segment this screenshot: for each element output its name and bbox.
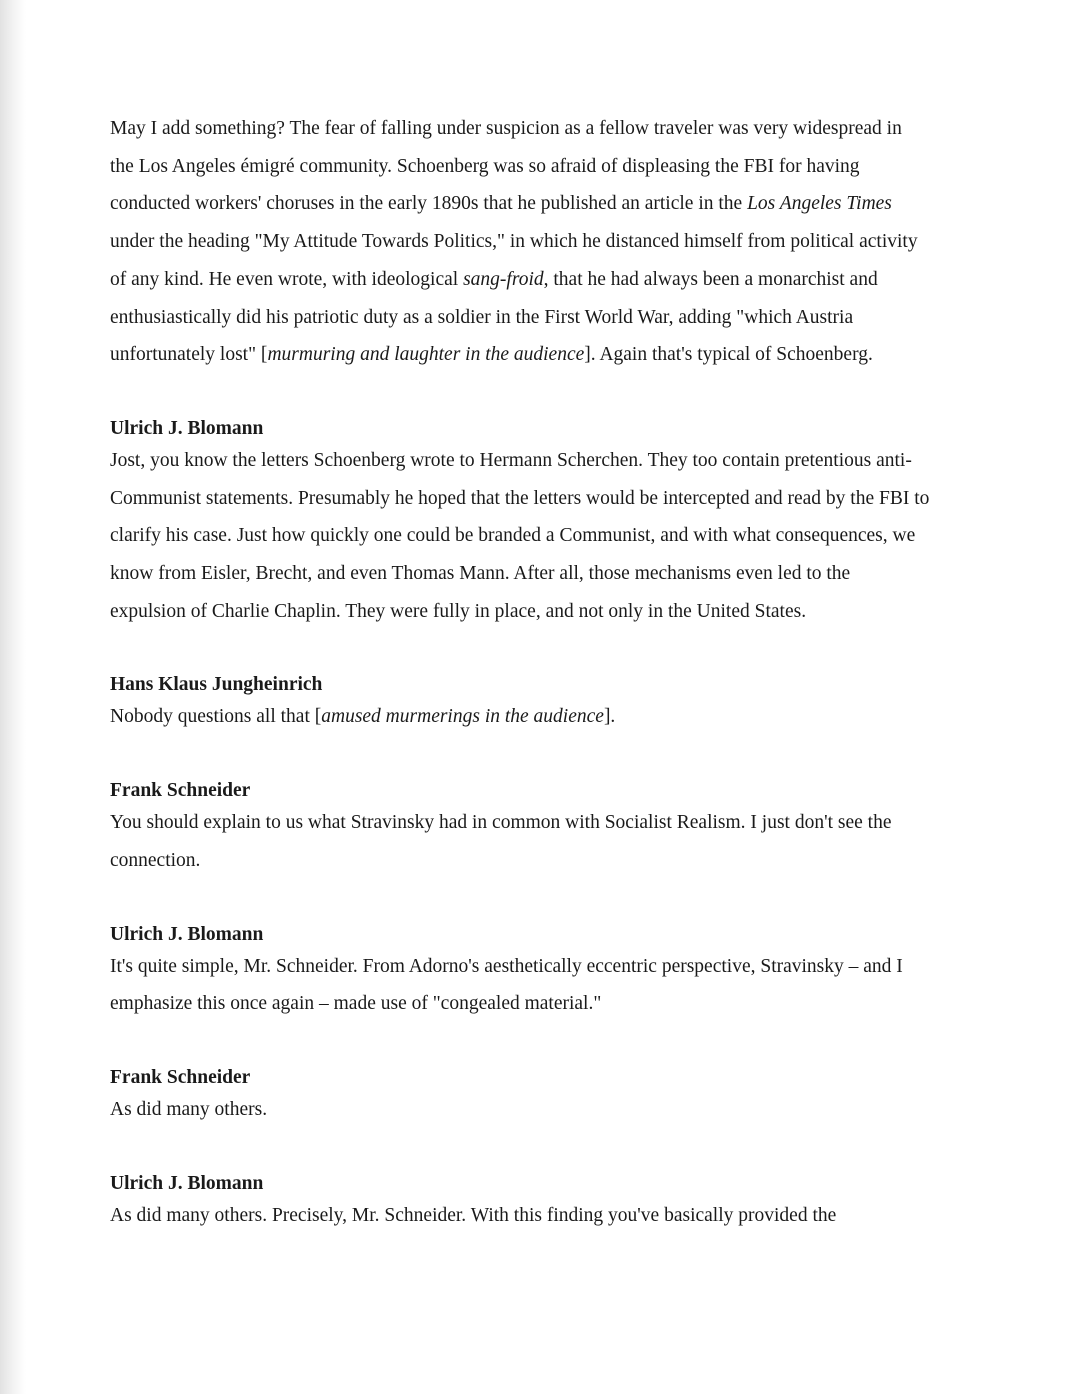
transcript-paragraph [110,1197,930,1235]
transcript-paragraph [110,948,930,1023]
block-gap [110,374,930,416]
block-gap [110,1023,930,1065]
speaker-name: Ulrich J. Blomann [110,1172,264,1194]
speaker-name: Frank Schneider [110,1066,251,1088]
text-segment: It's quite simple, Mr. Schneider. From Adorno's aesthetically eccentric perspective, Stravinsky – and I emphasize this once again – made use of "congealed material." [110,955,903,1015]
scan-edge-shadow [0,0,26,1394]
text-segment: Jost, you know the letters Schoenberg wrote to Hermann Scherchen. They too contain pretentious anti-Communist statements. Presumably he hoped that the letters would be intercepted and read by the FBI to clarify his case. Just how quickly one could be branded a Communist, and with what consequences, we know from Eisler, Brecht, and even Thomas Mann. After all, those mechanisms even led to the expulsion of Charlie Chaplin. They were fully in place, and not only in the United States. [110,449,930,622]
text-segment: May I add something? The fear of falling under suspicion as a fellow traveler was very widespread in the Los Angeles émigré community. Schoenberg was so afraid of displeasing the FBI for having conducted workers' choruses in the early 1890s that he published an article in the [110,118,902,215]
transcript-paragraph [110,442,930,631]
block-gap [110,1129,930,1171]
block-gap [110,736,930,778]
speaker-name: Frank Schneider [110,780,251,802]
italic-text-segment: sang-froid [463,268,544,290]
text-segment: ]. [603,706,616,728]
transcript-paragraph [110,1091,930,1129]
block-gap [110,880,930,922]
transcript-page [110,110,930,1234]
italic-text-segment: amused murmerings in the audience [321,706,604,728]
speaker-name: Ulrich J. Blomann [110,923,264,945]
text-segment: As did many others. Precisely, Mr. Schneider. With this finding you've basically provided the [110,1204,837,1226]
speaker-name: Ulrich J. Blomann [110,417,264,439]
italic-text-segment: Los Angeles Times [747,193,892,215]
italic-text-segment: murmuring and laughter in the audience [267,344,585,366]
speaker-name: Hans Klaus Jungheinrich [110,674,323,696]
text-segment: As did many others. [110,1098,268,1120]
text-segment: Nobody questions all that [ [110,706,322,728]
text-segment: , that he had always been a monarchist and enthusiastically did his patriotic duty as a soldier in the First World War, adding "which Austria unfortunately lost" [ [110,268,878,366]
text-segment: You should explain to us what Stravinsky had in common with Socialist Realism. I just don't see the connection. [110,812,892,871]
text-segment: ]. Again that's typical of Schoenberg. [584,344,873,366]
block-gap [110,630,930,672]
text-segment: under the heading "My Attitude Towards Politics," in which he distanced himself from political activity of any kind. He even wrote, with ideological [110,231,918,290]
transcript-paragraph [110,698,930,736]
transcript-paragraph [110,110,930,374]
transcript-paragraph [110,804,930,879]
